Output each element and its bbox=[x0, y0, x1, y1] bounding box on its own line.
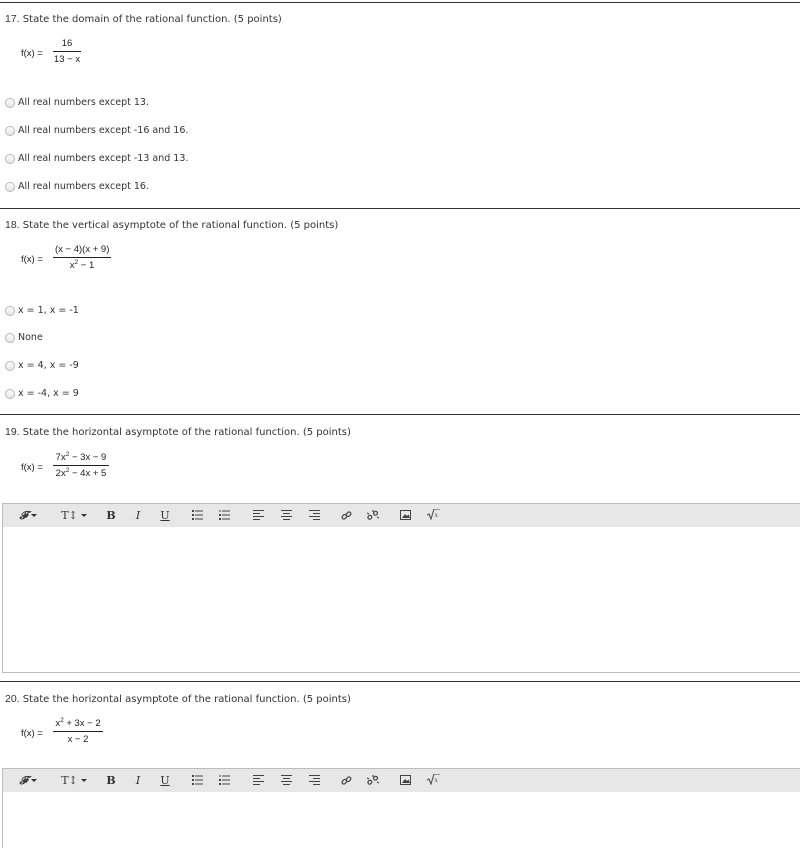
chevron-down-icon bbox=[31, 514, 37, 517]
numbered-list-icon[interactable] bbox=[219, 775, 230, 785]
italic-button[interactable] bbox=[131, 773, 145, 788]
underline-icon: U bbox=[160, 509, 170, 522]
question-prompt: State the vertical asymptote of the rational function. (5 points) bbox=[22, 220, 339, 231]
question-18-heading bbox=[5, 219, 338, 231]
formula-lhs: f(x) = bbox=[21, 728, 43, 739]
image-icon[interactable] bbox=[400, 510, 411, 520]
question-prompt: State the horizontal asymptote of the rational function. (5 points) bbox=[22, 694, 351, 705]
editor-toolbar bbox=[3, 504, 800, 527]
radio-button[interactable] bbox=[5, 333, 15, 343]
bullet-list-icon[interactable] bbox=[192, 775, 203, 785]
align-right-icon[interactable] bbox=[309, 510, 320, 520]
bold-button[interactable] bbox=[104, 773, 118, 788]
unlink-icon[interactable] bbox=[367, 775, 379, 786]
fraction-bar bbox=[53, 465, 109, 466]
editor-toolbar bbox=[3, 769, 800, 792]
divider bbox=[0, 681, 800, 682]
formula-numerator: $7x^2 - 3x - 9$ bbox=[55, 451, 107, 463]
formula-denominator: $x^2 - 1$ bbox=[69, 259, 95, 271]
formula-fraction bbox=[53, 452, 109, 479]
italic-icon: I bbox=[135, 509, 141, 522]
answer-text-area[interactable] bbox=[3, 527, 800, 671]
underline-icon: U bbox=[160, 774, 170, 787]
answer-editor bbox=[2, 503, 800, 673]
unlink-icon[interactable] bbox=[367, 510, 379, 521]
formula-lhs: f(x) = bbox=[21, 254, 43, 265]
font-size-dropdown[interactable] bbox=[59, 773, 89, 788]
fraction-bar bbox=[53, 731, 103, 732]
chevron-down-icon bbox=[81, 514, 87, 517]
formula-fraction bbox=[53, 718, 103, 745]
question-prompt: State the domain of the rational function. (5 points) bbox=[22, 14, 282, 25]
answer-editor bbox=[2, 768, 800, 848]
formula-lhs: f(x) = bbox=[21, 48, 43, 59]
fraction-bar bbox=[53, 257, 111, 258]
bullet-list-icon[interactable] bbox=[192, 510, 203, 520]
formula-numerator: 16 bbox=[61, 38, 73, 49]
font-family-dropdown[interactable] bbox=[13, 773, 43, 788]
formula-lhs: f(x) = bbox=[21, 462, 43, 473]
divider bbox=[0, 208, 800, 209]
radio-button[interactable] bbox=[5, 126, 15, 136]
radio-button[interactable] bbox=[5, 154, 15, 164]
radio-button[interactable] bbox=[5, 361, 15, 371]
question-number: 19. bbox=[5, 426, 20, 438]
bold-icon: B bbox=[106, 774, 116, 787]
question-19-formula bbox=[21, 452, 151, 482]
radio-button[interactable] bbox=[5, 98, 15, 108]
option-label: x = 1, x = -1 bbox=[18, 305, 79, 316]
chevron-down-icon bbox=[81, 779, 87, 782]
underline-button[interactable] bbox=[158, 508, 172, 523]
question-17-formula bbox=[21, 38, 121, 68]
question-number: 17. bbox=[5, 13, 20, 25]
italic-icon: I bbox=[135, 774, 141, 787]
bold-button[interactable] bbox=[104, 508, 118, 523]
align-left-icon[interactable] bbox=[253, 775, 264, 785]
align-center-icon[interactable] bbox=[281, 510, 292, 520]
question-20-heading bbox=[5, 693, 351, 705]
formula-denominator: $2x^2 - 4x + 5$ bbox=[55, 467, 107, 479]
link-icon[interactable] bbox=[341, 775, 352, 786]
align-left-icon[interactable] bbox=[253, 510, 264, 520]
option-label: All real numbers except -13 and 13. bbox=[18, 153, 189, 164]
divider bbox=[0, 414, 800, 415]
question-17-heading bbox=[5, 13, 282, 25]
option-label: All real numbers except -16 and 16. bbox=[18, 125, 189, 136]
chevron-down-icon bbox=[31, 779, 37, 782]
radio-button[interactable] bbox=[5, 389, 15, 399]
font-family-icon: 𝓕 bbox=[19, 774, 28, 787]
align-center-icon[interactable] bbox=[281, 775, 292, 785]
italic-button[interactable] bbox=[131, 508, 145, 523]
font-family-icon: 𝓕 bbox=[19, 509, 28, 522]
equation-icon[interactable] bbox=[427, 509, 440, 520]
formula-denominator: x − 2 bbox=[67, 734, 89, 745]
link-icon[interactable] bbox=[341, 510, 352, 521]
fraction-bar bbox=[53, 51, 81, 52]
question-prompt: State the horizontal asymptote of the rational function. (5 points) bbox=[22, 427, 351, 438]
question-19-heading bbox=[5, 426, 351, 438]
option-label: All real numbers except 13. bbox=[18, 97, 149, 108]
font-size-icon: T↕ bbox=[61, 774, 78, 787]
option-label: None bbox=[18, 332, 43, 343]
formula-fraction bbox=[53, 38, 81, 65]
numbered-list-icon[interactable] bbox=[219, 510, 230, 520]
option-label: x = 4, x = -9 bbox=[18, 360, 79, 371]
align-right-icon[interactable] bbox=[309, 775, 320, 785]
svg-text:x: x bbox=[434, 777, 438, 784]
question-number: 20. bbox=[5, 693, 20, 705]
radio-button[interactable] bbox=[5, 182, 15, 192]
formula-fraction bbox=[53, 244, 111, 271]
question-number: 18. bbox=[5, 219, 20, 231]
bold-icon: B bbox=[106, 509, 116, 522]
formula-numerator: (x − 4)(x + 9) bbox=[55, 244, 110, 255]
divider bbox=[0, 2, 800, 3]
font-size-icon: T↕ bbox=[61, 509, 78, 522]
font-family-dropdown[interactable] bbox=[13, 508, 43, 523]
answer-text-area[interactable] bbox=[3, 792, 800, 848]
font-size-dropdown[interactable] bbox=[59, 508, 89, 523]
underline-button[interactable] bbox=[158, 773, 172, 788]
question-20-formula bbox=[21, 718, 151, 748]
svg-text:x: x bbox=[434, 512, 438, 519]
equation-icon[interactable] bbox=[427, 774, 440, 785]
formula-numerator: $x^2 + 3x - 2$ bbox=[55, 717, 101, 729]
formula-denominator: 13 − x bbox=[53, 54, 81, 65]
question-18-formula bbox=[21, 244, 151, 274]
option-label: All real numbers except 16. bbox=[18, 181, 149, 192]
radio-button[interactable] bbox=[5, 306, 15, 316]
option-label: x = -4, x = 9 bbox=[18, 388, 79, 399]
image-icon[interactable] bbox=[400, 775, 411, 785]
